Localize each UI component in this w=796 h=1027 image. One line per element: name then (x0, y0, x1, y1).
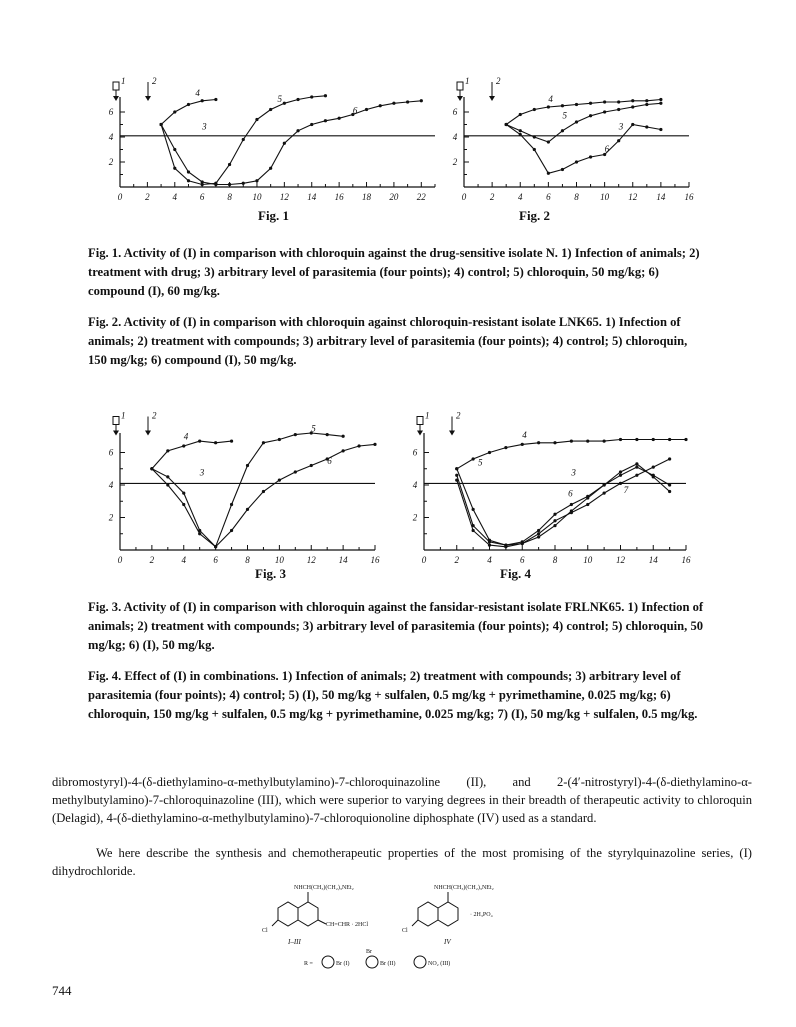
data-point (617, 100, 620, 103)
data-point (589, 155, 592, 158)
structure-br-top: Br (366, 949, 372, 955)
x-tick-label: 14 (307, 192, 317, 202)
data-point (519, 129, 522, 132)
x-tick-label: 4 (172, 192, 178, 202)
chemical-structure (260, 880, 540, 975)
infection-marker-arrowhead (113, 96, 119, 101)
series-label-5: 5 (311, 423, 316, 434)
x-tick-label: 2 (489, 192, 495, 202)
figure-2-caption: Fig. 2. Activity of (I) in comparison with chloroquin against chloroquin-resistant isolate LNK65. 1) Infection of animals; 2) treatment with compounds; 3) arbitrary level of parasitemia (four points); 4) control; 5) chloroquin, 150 mg/kg; 6) compound (I), 50 mg/kg. (88, 315, 688, 367)
data-point (631, 105, 634, 108)
data-point (488, 540, 491, 543)
marker-label-2: 2 (496, 76, 501, 86)
data-point (324, 94, 327, 97)
marker-label-2: 2 (456, 410, 461, 421)
data-point (262, 490, 265, 493)
x-tick-label: 4 (487, 555, 492, 565)
data-point (659, 102, 662, 105)
body-paragraph-2: We here describe the synthesis and chemotherapeutic properties of the most promising of the styrylquinazoline series, (I) dihydrochloride. (52, 846, 752, 878)
data-point (406, 100, 409, 103)
figure-1-label: Fig. 1 (258, 208, 290, 223)
series-label-7: 7 (623, 485, 629, 496)
data-point (310, 95, 313, 98)
data-point (324, 119, 327, 122)
data-point (575, 103, 578, 106)
x-tick-label: 14 (656, 192, 666, 202)
x-tick-label: 10 (274, 555, 284, 565)
data-point (533, 135, 536, 138)
series-label-4: 4 (522, 429, 527, 440)
data-point (187, 179, 190, 182)
y-tick-label: 6 (412, 447, 418, 458)
data-point (603, 440, 606, 443)
data-point (310, 464, 313, 467)
data-point (547, 172, 550, 175)
data-point (521, 542, 524, 545)
data-point (586, 503, 589, 506)
data-point (283, 142, 286, 145)
x-tick-label: 20 (389, 192, 399, 202)
y-tick-label: 4 (108, 480, 114, 490)
y-tick-label: 2 (452, 157, 458, 167)
infection-marker-arrowhead (417, 431, 423, 436)
data-point (575, 160, 578, 163)
series-label-4: 4 (548, 94, 553, 104)
data-point (619, 438, 622, 441)
data-point (547, 105, 550, 108)
series-line-7 (457, 459, 670, 547)
marker-label-1: 1 (121, 76, 126, 86)
data-point (166, 475, 169, 478)
x-tick-label: 12 (628, 192, 638, 202)
data-point (537, 441, 540, 444)
data-point (659, 128, 662, 131)
data-point (619, 474, 622, 477)
infection-marker-icon (417, 417, 423, 425)
figure-4 (410, 388, 700, 573)
data-point (214, 98, 217, 101)
series-label-6: 6 (568, 488, 573, 499)
data-point (201, 99, 204, 102)
x-tick-label: 2 (454, 555, 459, 565)
series-label-3: 3 (199, 467, 205, 478)
structure-cl-left: Cl (262, 928, 268, 934)
figure-3-label: Fig. 3 (255, 566, 287, 581)
data-point (645, 99, 648, 102)
x-tick-label: 8 (552, 555, 558, 565)
data-point (472, 457, 475, 460)
data-point (198, 532, 201, 535)
data-point (173, 167, 176, 170)
x-tick-label: 0 (421, 555, 427, 565)
data-point (278, 438, 281, 441)
data-point (553, 441, 556, 444)
x-tick-label: 12 (306, 555, 316, 565)
data-point (668, 483, 671, 486)
infection-marker-icon (113, 417, 119, 425)
x-tick-label: 18 (362, 192, 372, 202)
data-point (652, 438, 655, 441)
figure-1-caption: Fig. 1. Activity of (I) in comparison with chloroquin against the drug-sensitive isolate N. 1) Infection of animals; 2) treatment with drug; 3) arbitrary level of parasitemia (four points); 4) control; 5) chloroquin, 50 mg/kg; 6) compound (I), 60 mg/kg. (88, 246, 700, 298)
x-tick-label: 10 (583, 555, 593, 565)
data-point (589, 102, 592, 105)
data-point (296, 129, 299, 132)
data-point (283, 102, 286, 105)
data-point (635, 462, 638, 465)
x-tick-label: 22 (416, 192, 426, 202)
data-point (230, 440, 233, 443)
data-point (173, 148, 176, 151)
marker-label-1: 1 (121, 410, 126, 421)
data-point (255, 118, 258, 121)
data-point (214, 545, 217, 548)
data-point (455, 474, 458, 477)
data-point (652, 474, 655, 477)
data-point (159, 123, 162, 126)
data-point (187, 170, 190, 173)
data-point (570, 511, 573, 514)
data-point (342, 449, 345, 452)
data-point (373, 443, 376, 446)
structure-side-chain-left: NHCH(CH₃)(CH₂)₃NEt₂ (294, 885, 354, 891)
y-tick-label: 4 (452, 132, 458, 142)
data-point (519, 113, 522, 116)
data-point (619, 482, 622, 485)
data-point (521, 443, 524, 446)
y-tick-label: 4 (412, 480, 418, 490)
data-point (603, 110, 606, 113)
data-point (472, 508, 475, 511)
data-point (684, 438, 687, 441)
data-point (187, 103, 190, 106)
infection-marker-arrowhead (113, 431, 119, 436)
data-point (589, 114, 592, 117)
x-tick-label: 16 (370, 555, 380, 565)
series-line-6 (457, 467, 670, 545)
data-point (182, 503, 185, 506)
marker-label-1: 1 (465, 76, 470, 86)
data-point (537, 529, 540, 532)
data-point (182, 444, 185, 447)
treatment-marker-arrowhead (145, 96, 151, 101)
x-tick-label: 12 (616, 555, 625, 565)
figure-4-label: Fig. 4 (500, 566, 532, 581)
data-point (246, 464, 249, 467)
structure-salt: · 2H₃PO₄ (470, 912, 493, 918)
series-label-3: 3 (618, 121, 624, 132)
figure-3 (108, 388, 388, 573)
data-point (570, 503, 573, 506)
x-tick-label: 6 (199, 192, 205, 202)
x-tick-label: 6 (520, 555, 525, 565)
data-point (488, 544, 491, 547)
y-tick-label: 6 (452, 107, 458, 117)
x-tick-label: 16 (684, 192, 694, 202)
data-point (255, 179, 258, 182)
x-tick-label: 0 (117, 192, 123, 202)
series-label-5: 5 (562, 110, 567, 121)
figure-4-caption: Fig. 4. Effect of (I) in combinations. 1) Infection of animals; 2) treatment with compounds; 3) arbitrary level of parasitemia (four points); 4) control; 5) (I), 50 mg/kg + sulfalen, 0.5 mg/kg + pyrimethamine, 0.025 mg/kg; 6) chloroquin, 150 mg/kg + sulfalen, 0.5 mg/kg + pyrimethamine, 0.025 mg/kg; 7) (I), 50 mg/kg + sulfalen, 0.5 mg/kg. (88, 669, 698, 721)
data-point (617, 108, 620, 111)
series-line-4 (506, 100, 661, 125)
data-point (631, 99, 634, 102)
marker-label-1: 1 (425, 410, 430, 421)
data-point (533, 148, 536, 151)
x-tick-label: 12 (279, 192, 289, 202)
treatment-marker-arrowhead (145, 431, 151, 436)
data-point (173, 110, 176, 113)
data-point (561, 104, 564, 107)
infection-marker-arrowhead (457, 96, 463, 101)
data-point (379, 104, 382, 107)
series-label-6: 6 (604, 144, 610, 154)
data-point (357, 444, 360, 447)
data-point (553, 519, 556, 522)
data-point (392, 102, 395, 105)
data-point (420, 99, 423, 102)
x-tick-label: 16 (334, 192, 344, 202)
data-point (603, 483, 606, 486)
data-point (269, 167, 272, 170)
data-point (242, 182, 245, 185)
structure-r3: NO₂ (III) (428, 961, 451, 967)
data-point (230, 529, 233, 532)
data-point (652, 466, 655, 469)
marker-label-2: 2 (152, 76, 157, 86)
data-point (214, 183, 217, 186)
structure-label-left: I–III (288, 938, 301, 946)
series-line-4 (152, 441, 232, 469)
data-point (228, 163, 231, 166)
data-point (537, 535, 540, 538)
data-point (166, 449, 169, 452)
page-number: 744 (52, 983, 72, 998)
structure-cl-right: Cl (402, 928, 408, 934)
data-point (603, 100, 606, 103)
data-point (326, 433, 329, 436)
data-point (547, 140, 550, 143)
x-tick-label: 8 (245, 555, 250, 565)
data-point (586, 495, 589, 498)
data-point (166, 483, 169, 486)
x-tick-label: 8 (227, 192, 232, 202)
data-point (533, 108, 536, 111)
data-point (505, 123, 508, 126)
marker-label-2: 2 (152, 410, 157, 421)
figure-2 (450, 55, 700, 205)
structure-r2: Br (II) (380, 961, 396, 967)
data-point (488, 451, 491, 454)
x-tick-label: 6 (546, 192, 551, 202)
data-point (246, 508, 249, 511)
data-point (338, 117, 341, 120)
y-tick-label: 2 (108, 157, 114, 167)
data-point (645, 125, 648, 128)
data-point (561, 168, 564, 171)
data-point (150, 467, 153, 470)
figure-1 (108, 55, 448, 205)
data-point (561, 129, 564, 132)
data-point (603, 492, 606, 495)
series-label-6: 6 (352, 105, 358, 116)
data-point (575, 120, 578, 123)
figure-2-label: Fig. 2 (519, 208, 551, 223)
data-point (619, 470, 622, 473)
x-tick-label: 14 (338, 555, 348, 565)
series-label-5: 5 (478, 457, 483, 468)
series-line-5 (152, 433, 343, 547)
series-line-4 (457, 440, 686, 469)
data-point (504, 545, 507, 548)
x-tick-label: 0 (117, 555, 123, 565)
data-point (214, 441, 217, 444)
series-label-5: 5 (277, 94, 282, 104)
data-point (504, 446, 507, 449)
data-point (586, 440, 589, 443)
x-tick-label: 10 (600, 192, 610, 202)
infection-marker-icon (113, 82, 119, 90)
data-point (242, 138, 245, 141)
structure-r1: Br (I) (336, 961, 350, 967)
series-line-6 (161, 101, 421, 185)
x-tick-label: 6 (213, 555, 218, 565)
data-point (228, 183, 231, 186)
series-label-6: 6 (327, 455, 332, 466)
x-tick-label: 8 (574, 192, 579, 202)
x-tick-label: 16 (681, 555, 691, 565)
x-tick-label: 0 (461, 192, 467, 202)
data-point (645, 103, 648, 106)
data-point (262, 441, 265, 444)
y-tick-label: 6 (108, 107, 114, 117)
data-point (659, 98, 662, 101)
data-point (365, 108, 368, 111)
data-point (668, 490, 671, 493)
data-point (635, 474, 638, 477)
data-point (617, 139, 620, 142)
data-point (278, 479, 281, 482)
data-point (631, 123, 634, 126)
data-point (294, 433, 297, 436)
data-point (182, 492, 185, 495)
treatment-marker-arrowhead (449, 431, 455, 436)
series-line-6 (506, 125, 661, 174)
series-label-3: 3 (571, 467, 576, 478)
series-label-4: 4 (195, 87, 200, 98)
figure-3-caption: Fig. 3. Activity of (I) in comparison with chloroquin against the fansidar-resistant isolate FRLNK65. 1) Infection of animals; 2) treatment with compounds; 3) arbitrary level of parasitemia (four points); 4) control; 5) chloroquin, 50 mg/kg; 6) (I), 50 mg/kg. (88, 600, 704, 652)
structure-vinyl: CH=CHR · 2HCl (326, 922, 369, 928)
x-tick-label: 2 (145, 192, 150, 202)
data-point (472, 529, 475, 532)
data-point (342, 435, 345, 438)
data-point (230, 503, 233, 506)
data-point (201, 180, 204, 183)
series-label-4: 4 (183, 431, 189, 442)
y-tick-label: 2 (412, 512, 418, 523)
data-point (570, 440, 573, 443)
data-point (455, 467, 458, 470)
x-tick-label: 4 (518, 192, 523, 202)
x-tick-label: 4 (181, 555, 186, 565)
data-point (668, 438, 671, 441)
structure-r-prefix: R = (304, 961, 313, 967)
data-point (296, 98, 299, 101)
data-point (310, 123, 313, 126)
series-label-3: 3 (202, 121, 207, 132)
treatment-marker-arrowhead (489, 96, 495, 101)
data-point (553, 513, 556, 516)
infection-marker-icon (457, 82, 463, 90)
data-point (455, 479, 458, 482)
structure-label-right: IV (444, 938, 451, 946)
y-tick-label: 4 (108, 132, 114, 142)
data-point (635, 466, 638, 469)
data-point (537, 532, 540, 535)
body-paragraph-1: dibromostyryl)-4-(δ-diethylamino-α-methylbutylamino)-7-chloroquinazoline (II), and 2-(4′-nitrostyryl)-4-(δ-diethylamino-α-methylbutylamino)-7-chloroquinazoline (III), which were superior to varying degrees in their breadth of therapeutic activity to chloroquin (Delagid), 4-(δ-diethylamino-α-methylbutylamino)-7-chloroquionoline diphosphate (IV) used as a standard. (52, 775, 752, 825)
data-point (668, 457, 671, 460)
data-point (269, 108, 272, 111)
x-tick-label: 10 (252, 192, 262, 202)
x-tick-label: 2 (149, 555, 155, 565)
y-tick-label: 2 (108, 512, 114, 523)
data-point (519, 133, 522, 136)
data-point (635, 438, 638, 441)
x-tick-label: 14 (648, 555, 658, 565)
y-tick-label: 6 (108, 447, 114, 458)
data-point (553, 524, 556, 527)
data-point (294, 470, 297, 473)
data-point (198, 440, 201, 443)
structure-side-chain-right: NHCH(CH₃)(CH₂)₃NEt₂ (434, 885, 494, 891)
